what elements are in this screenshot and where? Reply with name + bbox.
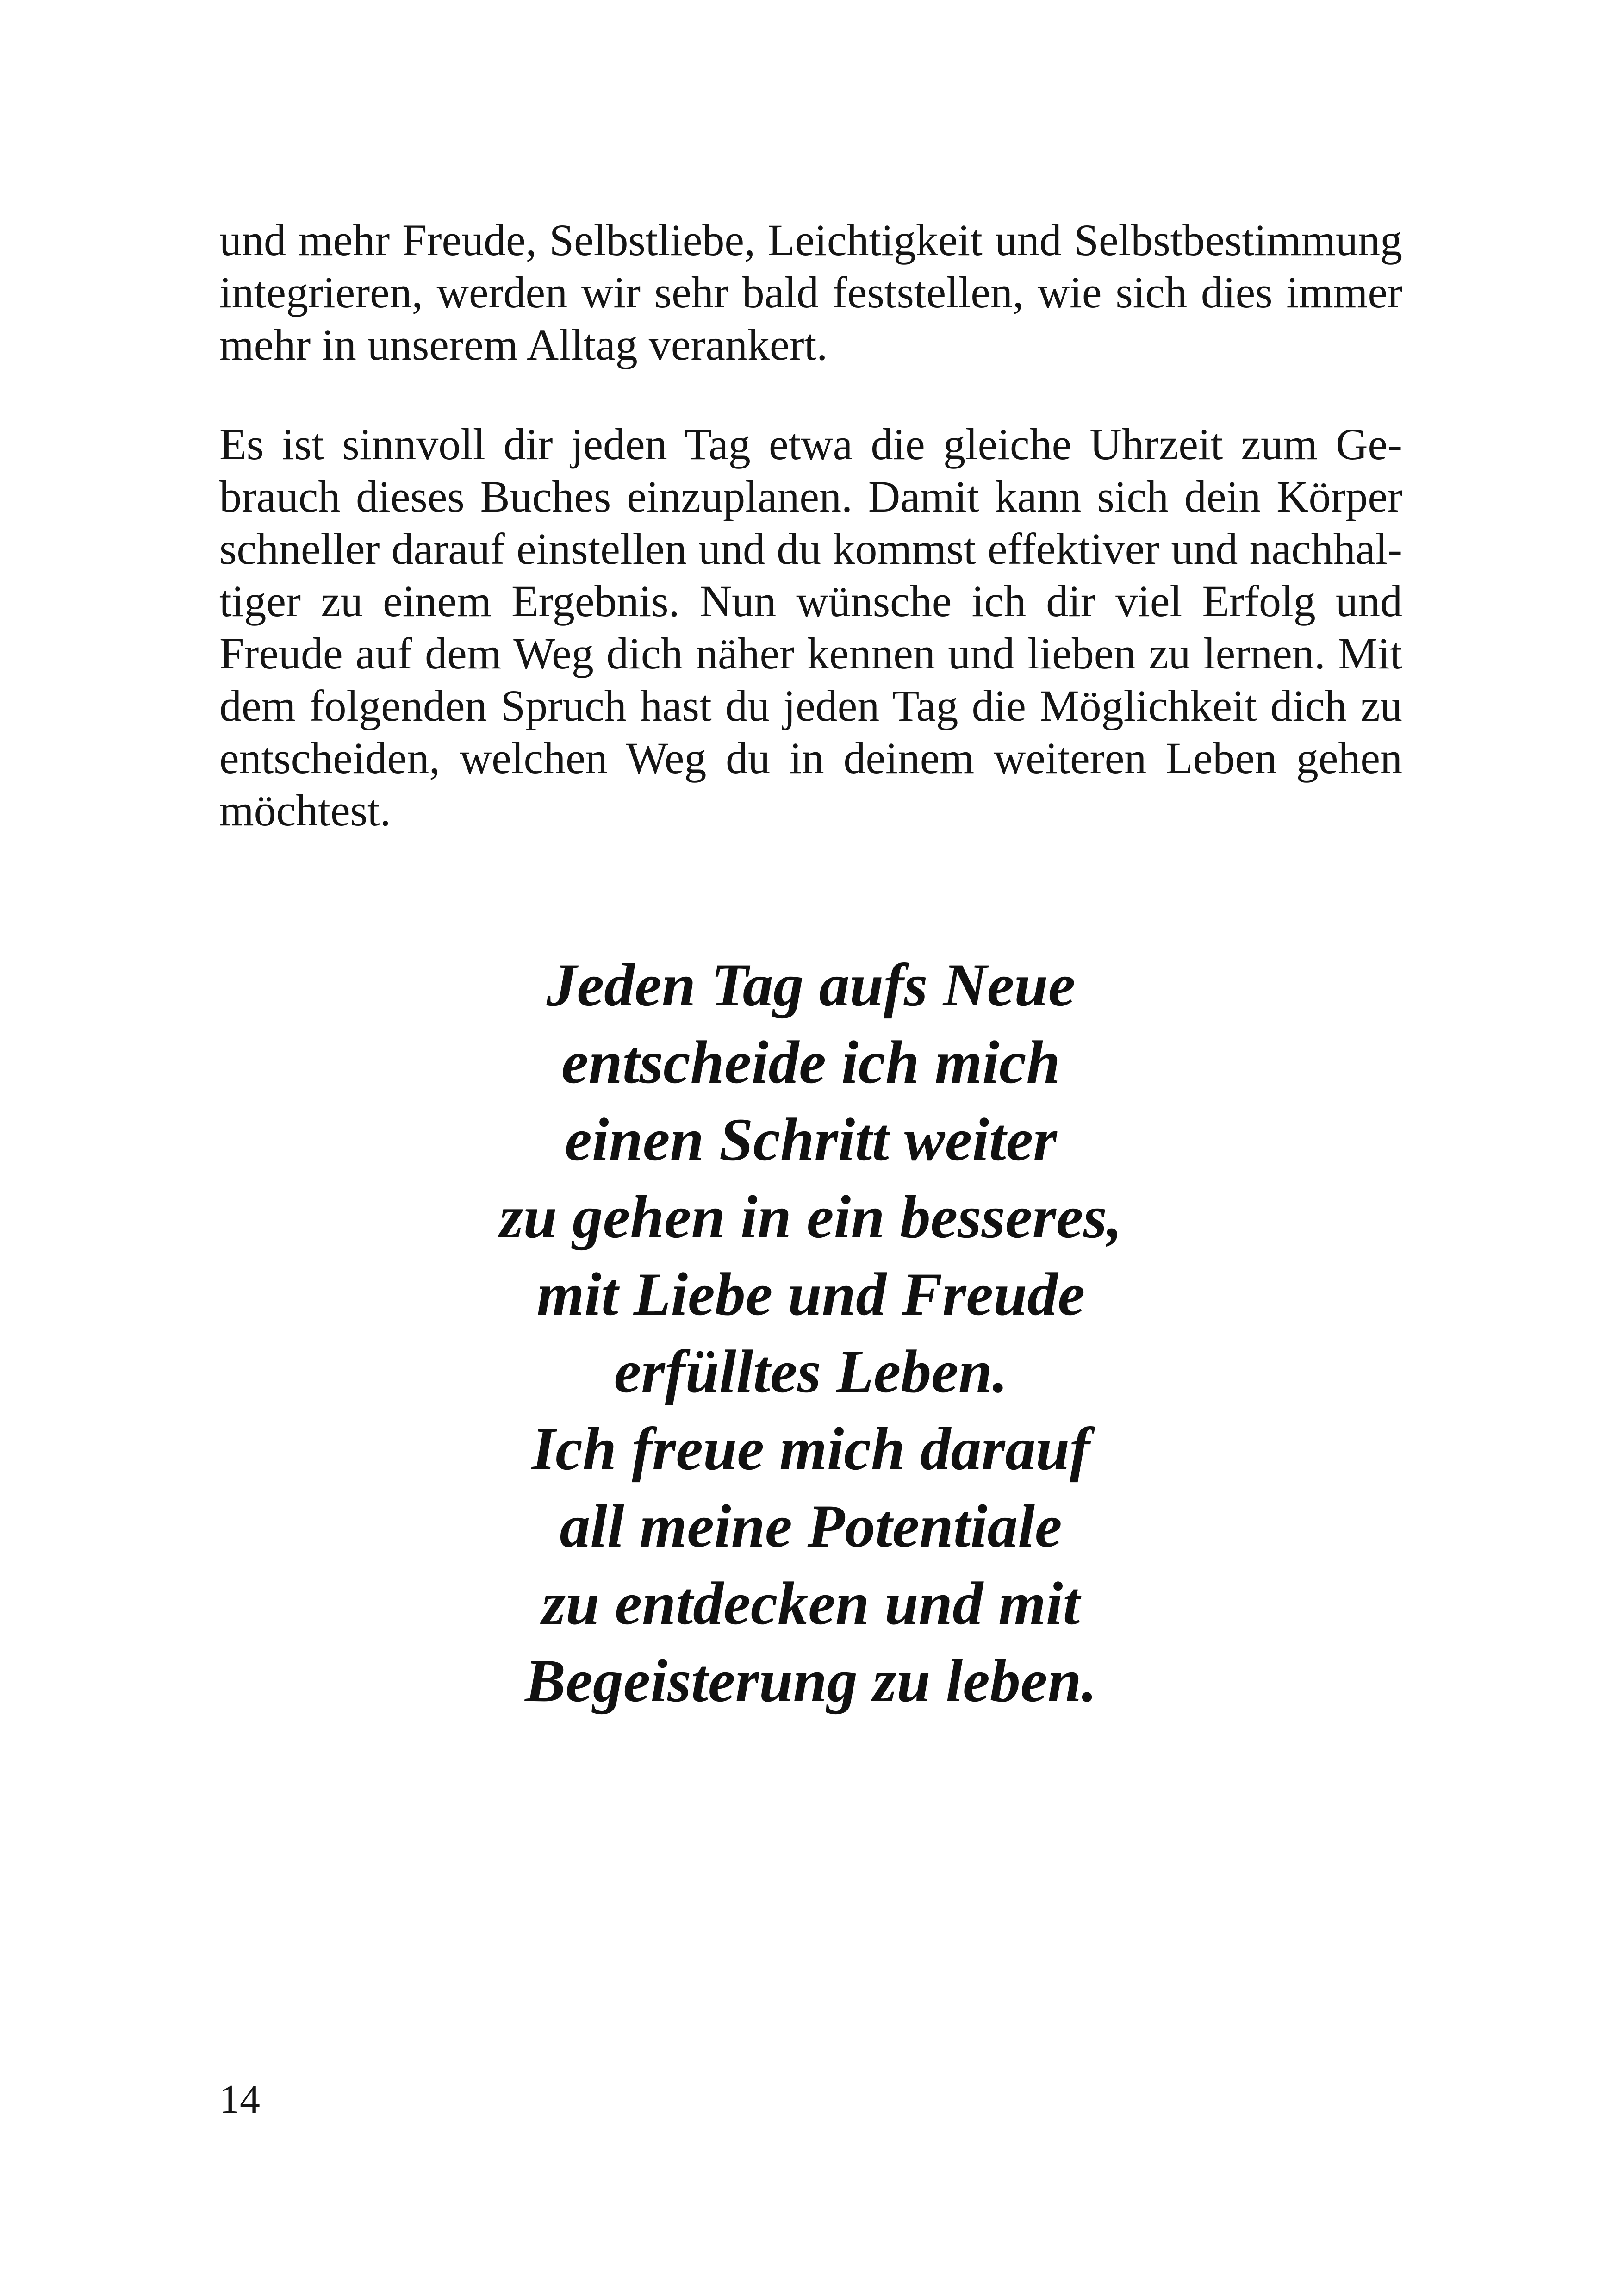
- text-line: mehr in unserem Alltag verankert.: [219, 320, 828, 369]
- text-line: und mehr Freude, Selbstliebe, Leichtigkeit und Selbstbestimmung: [219, 215, 1402, 265]
- text-line: Es ist sinnvoll dir jeden Tag etwa die gleiche Uhrzeit zum Ge-: [219, 419, 1402, 469]
- quote-line: erfülltes Leben.: [614, 1337, 1008, 1405]
- affirmation-quote: [219, 946, 1402, 1719]
- text-line: dem folgenden Spruch hast du jeden Tag die Möglichkeit dich zu: [219, 681, 1402, 730]
- quote-line: mit Liebe und Freude: [536, 1260, 1085, 1328]
- paragraph-1: [219, 214, 1402, 371]
- text-line: möchtest.: [219, 786, 391, 835]
- quote-line: zu entdecken und mit: [541, 1569, 1080, 1637]
- page-number: 14: [219, 2077, 260, 2122]
- text-line: Freude auf dem Weg dich näher kennen und lieben zu lernen. Mit: [219, 629, 1402, 678]
- quote-line: all meine Potentiale: [560, 1492, 1062, 1560]
- quote-line: Jeden Tag aufs Neue: [546, 951, 1076, 1019]
- quote-line: einen Schritt weiter: [565, 1105, 1057, 1173]
- quote-line: entscheide ich mich: [561, 1028, 1060, 1096]
- paragraph-2: [219, 418, 1402, 836]
- text-line: schneller darauf einstellen und du kommst effektiver und nachhal-: [219, 524, 1402, 574]
- quote-line: Begeisterung zu leben.: [525, 1647, 1097, 1715]
- text-line: entscheiden, welchen Weg du in deinem weiteren Leben gehen: [219, 733, 1402, 783]
- text-line: integrieren, werden wir sehr bald feststellen, wie sich dies immer: [219, 268, 1402, 317]
- quote-line: zu gehen in ein besseres,: [499, 1183, 1122, 1251]
- text-line: tiger zu einem Ergebnis. Nun wünsche ich dir viel Erfolg und: [219, 576, 1402, 626]
- quote-line: Ich freue mich darauf: [531, 1415, 1090, 1483]
- text-line: brauch dieses Buches einzuplanen. Damit kann sich dein Körper: [219, 472, 1402, 521]
